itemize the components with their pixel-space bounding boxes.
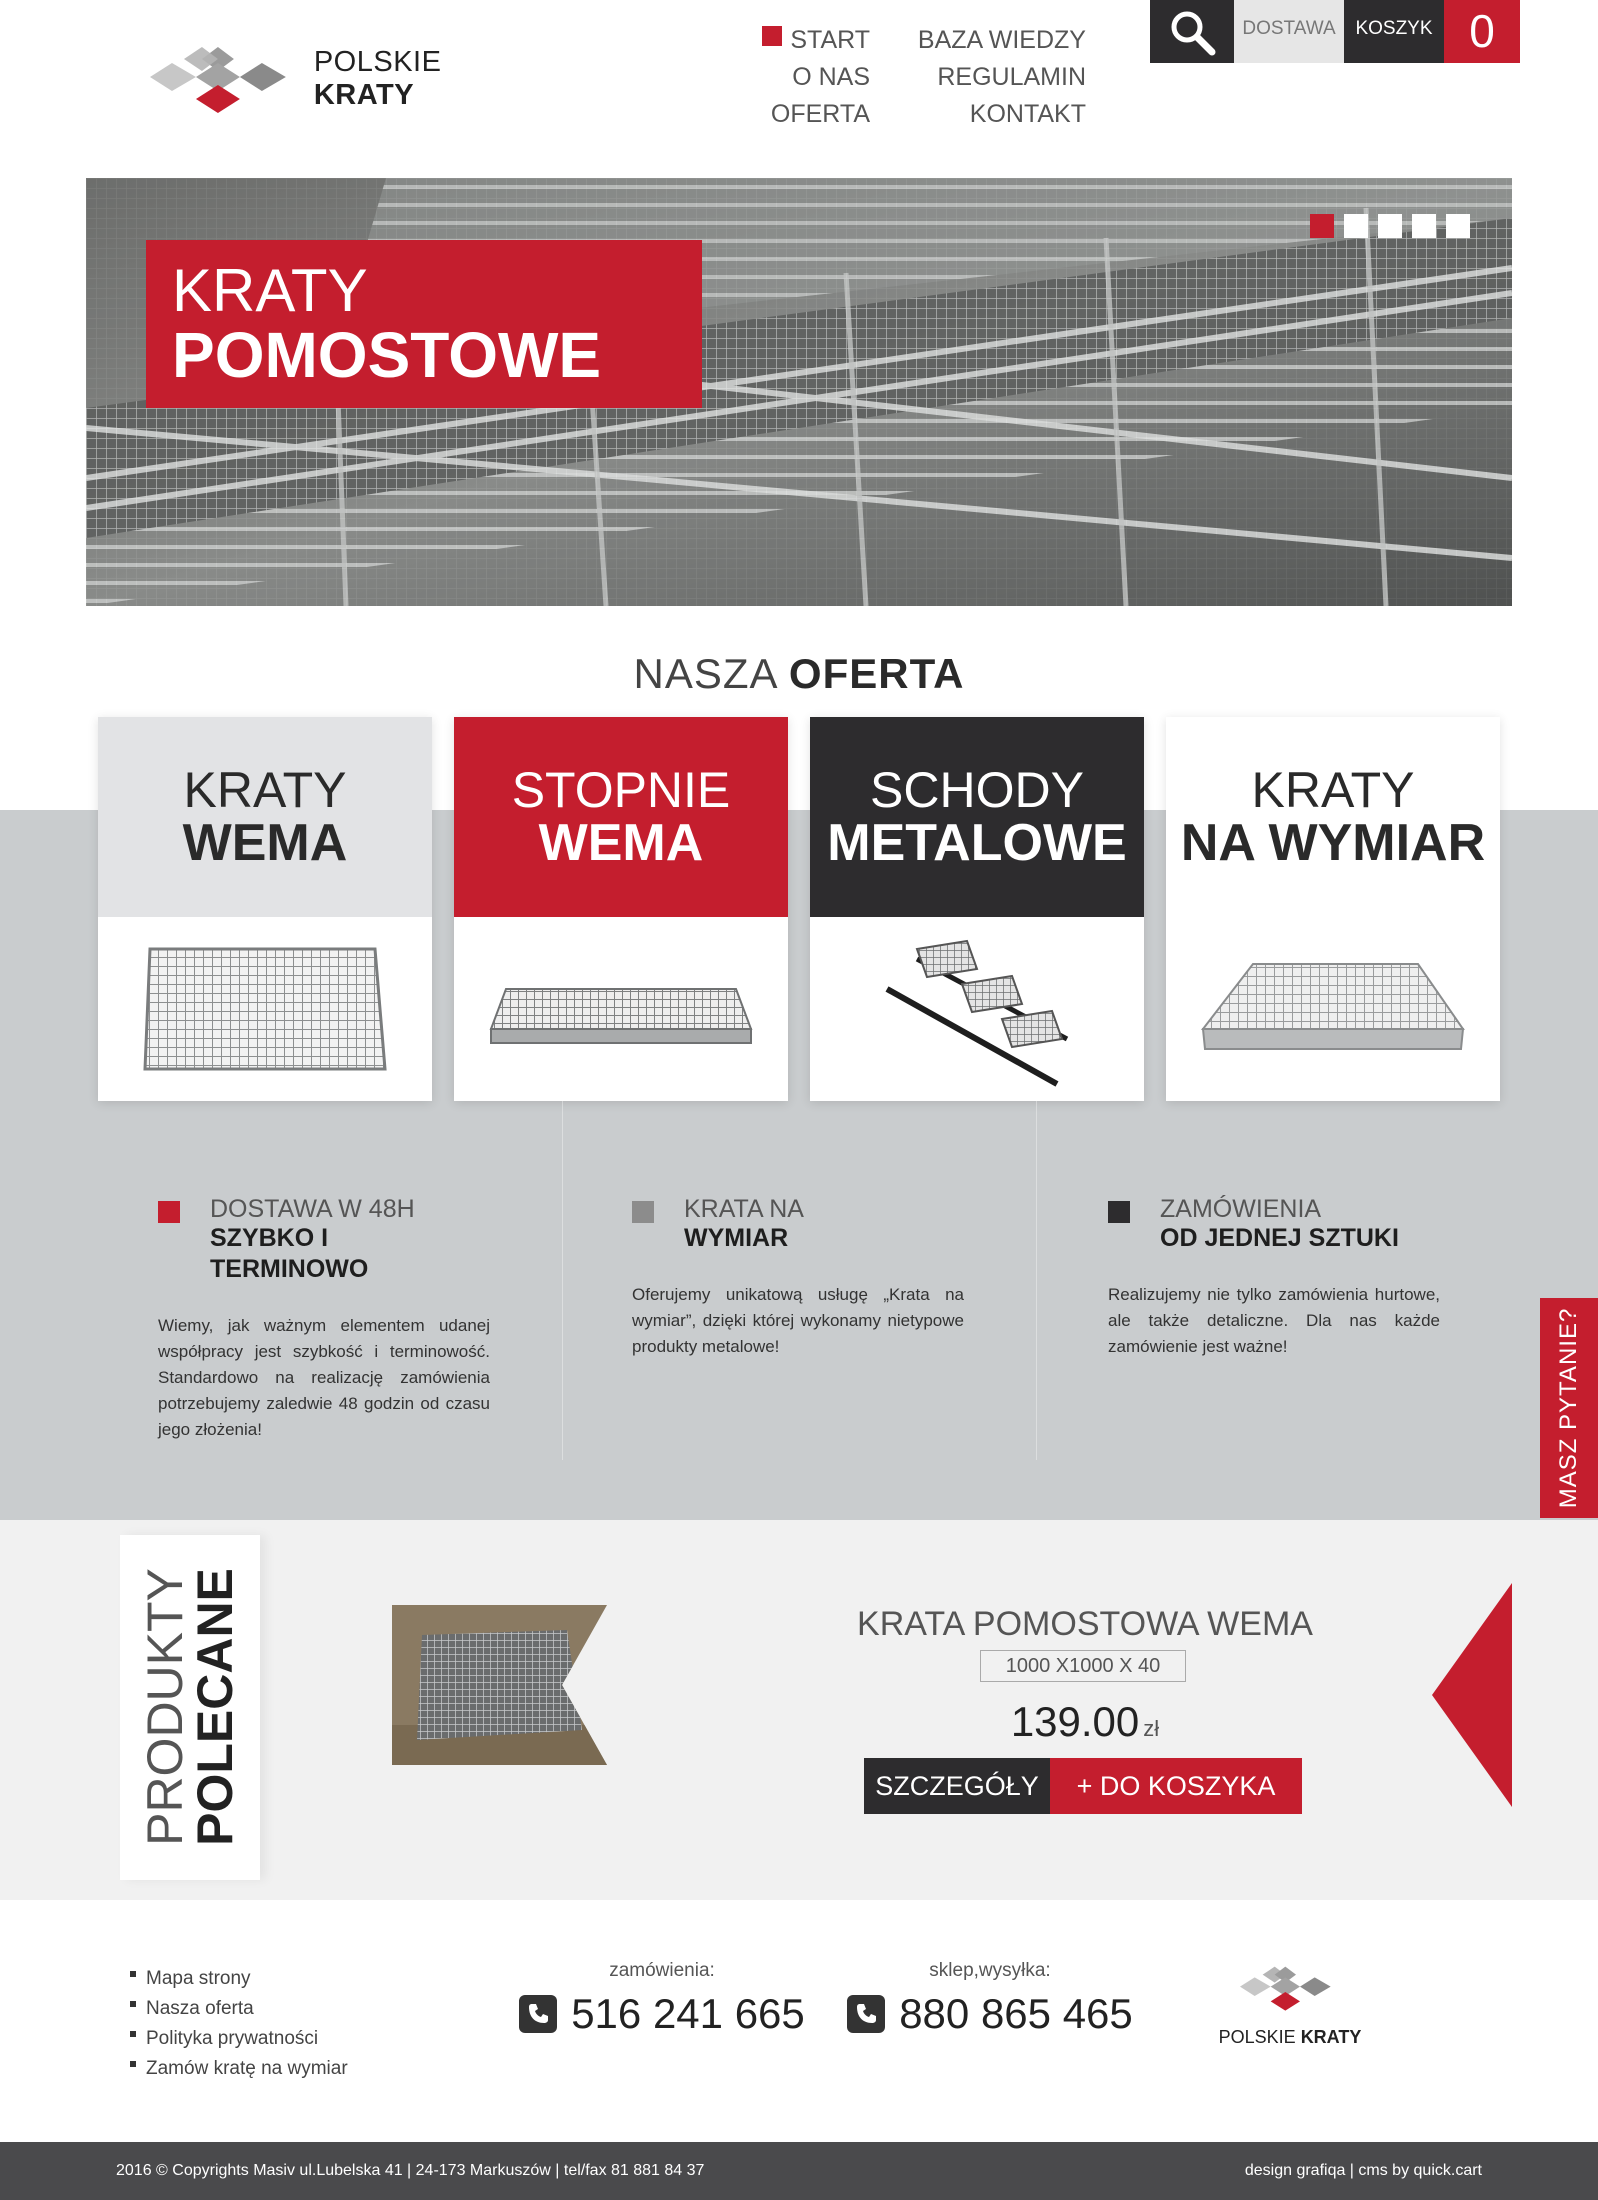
logo-text-light: POLSKIE: [313, 46, 442, 78]
card-title-bold: WEMA: [182, 814, 348, 872]
footer-logo[interactable]: [1210, 1960, 1370, 2048]
offer-card-kraty-na-wymiar[interactable]: [1166, 717, 1500, 1101]
stairs-image: [877, 929, 1077, 1089]
phone-number[interactable]: 516 241 665: [571, 1990, 805, 2037]
feature-divider: [1036, 1100, 1037, 1460]
slider-dots: [1310, 214, 1470, 238]
phone-caption: zamówienia:: [609, 1960, 715, 1981]
step-image: [486, 959, 756, 1059]
cart-count-badge[interactable]: 0: [1444, 0, 1520, 63]
offer-card-kraty-wema[interactable]: [98, 717, 432, 1101]
product-name[interactable]: KRATA POMOSTOWA WEMA: [857, 1605, 1313, 1643]
bottom-bar: [0, 2142, 1598, 2200]
footer-logo-bold: KRATY: [1300, 2027, 1362, 2047]
slider-dot-3[interactable]: [1378, 214, 1402, 238]
card-title-bold: WEMA: [538, 814, 704, 872]
details-button[interactable]: SZCZEGÓŁY: [864, 1758, 1050, 1814]
price-value: 139.00: [1010, 1698, 1140, 1745]
footer-links: [146, 1964, 348, 2084]
feature-text: Wiemy, jak ważnym elementem udanej współpracy jest szybkość i terminowość. Standardowo na realizację zamówienia potrzebujemy zaledwie 48 godzin od czasu jego złożenia!: [158, 1316, 490, 1439]
footer-link-nasza-oferta[interactable]: Nasza oferta: [146, 1994, 348, 2024]
price-currency: zł: [1143, 1716, 1160, 1741]
feature-title-a: OD JEDNEJ SZTUKI: [1160, 1224, 1399, 1252]
card-title-bold: NA WYMIAR: [1180, 814, 1486, 872]
main-nav-col2: [900, 22, 1086, 133]
grating-image: [140, 939, 390, 1079]
logo-mark: [1240, 1960, 1340, 2016]
offer-card-stopnie-wema[interactable]: [454, 717, 788, 1101]
nav-oferta[interactable]: OFERTA: [770, 100, 870, 128]
slider-dot-4[interactable]: [1412, 214, 1436, 238]
slider-dot-5[interactable]: [1446, 214, 1470, 238]
offer-title: [0, 650, 1598, 698]
custom-grating-image: [1193, 949, 1473, 1069]
feature-title-a: WYMIAR: [684, 1224, 789, 1252]
offer-title-light: NASZA: [633, 650, 777, 697]
recommended-product-image[interactable]: [392, 1605, 607, 1765]
phone-number[interactable]: 880 865 465: [899, 1990, 1133, 2037]
feature-subtitle: DOSTAWA W 48H: [210, 1195, 415, 1223]
recommended-title-light: PRODUKTY: [137, 1568, 193, 1846]
phone-caption: sklep,wysyłka:: [929, 1960, 1051, 1981]
ask-question-tab[interactable]: [1540, 1298, 1598, 1518]
main-nav-col1: [760, 22, 870, 133]
credits-link[interactable]: design grafiqa | cms by quick.cart: [1244, 2162, 1482, 2179]
footer-link-polityka[interactable]: Polityka prywatności: [146, 2024, 348, 2054]
square-grey-icon: [632, 1201, 654, 1223]
footer-link-mapa-strony[interactable]: Mapa strony: [146, 1964, 348, 1994]
footer-link-krata-na-wymiar[interactable]: Zamów kratę na wymiar: [146, 2054, 348, 2084]
feature-subtitle: KRATA NA: [684, 1195, 804, 1223]
phone-shop: [840, 1960, 1140, 2038]
card-title-light: KRATY: [1251, 762, 1415, 818]
square-dark-icon: [1108, 1201, 1130, 1223]
hero-line1: KRATY: [172, 257, 368, 324]
offer-title-bold: OFERTA: [788, 650, 965, 697]
slider-dot-1[interactable]: [1310, 214, 1334, 238]
search-button[interactable]: [1150, 0, 1234, 63]
recommended-heading: [120, 1535, 260, 1880]
feature-zamowienia: [1108, 1195, 1440, 1360]
nav-o-nas[interactable]: O NAS: [792, 63, 870, 91]
card-title-light: KRATY: [183, 762, 347, 818]
product-dimensions: 1000 X1000 X 40: [980, 1650, 1186, 1682]
prev-arrow-icon[interactable]: [1432, 1583, 1512, 1807]
feature-divider: [562, 1100, 563, 1460]
dostawa-button[interactable]: DOSTAWA: [1234, 0, 1344, 63]
card-title-bold: METALOWE: [827, 814, 1127, 872]
feature-text: Oferujemy unikatową usługę „Krata na wymiar”, dzięki której wykonamy nietypowe produkty metalowe!: [632, 1285, 964, 1356]
nav-start[interactable]: START: [760, 22, 870, 59]
slider-dot-2[interactable]: [1344, 214, 1368, 238]
feature-title-b: TERMINOWO: [210, 1255, 369, 1283]
logo[interactable]: [150, 34, 550, 124]
hero-caption: [146, 240, 702, 408]
feature-text: Realizujemy nie tylko zamówienia hurtowe, ale także detaliczne. Dla nas każde zamówienie jest ważne!: [1108, 1285, 1440, 1356]
ask-question-label: MASZ PYTANIE?: [1555, 1307, 1582, 1509]
feature-dostawa: [158, 1195, 490, 1443]
product-price: [800, 1698, 1370, 1746]
footer-logo-light: POLSKIE: [1218, 2027, 1296, 2047]
copyright-text: 2016 © Copyrights Masiv ul.Lubelska 41 | 24-173 Markuszów | tel/fax 81 881 84 37: [116, 2162, 705, 2179]
nav-baza-wiedzy[interactable]: BAZA WIEDZY: [917, 26, 1086, 54]
search-icon: [1168, 8, 1216, 56]
feature-krata-na-wymiar: [632, 1195, 964, 1360]
feature-title-a: SZYBKO I: [210, 1224, 329, 1252]
hero-line2: POMOSTOWE: [172, 319, 602, 391]
logo-mark: [150, 37, 300, 121]
nav-regulamin[interactable]: REGULAMIN: [937, 63, 1086, 91]
square-red-icon: [158, 1201, 180, 1223]
card-title-light: SCHODY: [870, 762, 1084, 818]
nav-kontakt[interactable]: KONTAKT: [969, 100, 1086, 128]
header-tools: [1150, 0, 1520, 63]
recommended-title-bold: POLECANE: [187, 1568, 243, 1846]
logo-text-bold: KRATY: [313, 79, 415, 111]
offer-card-schody-metalowe[interactable]: [810, 717, 1144, 1101]
feature-subtitle: ZAMÓWIENIA: [1160, 1195, 1322, 1223]
phone-icon: [519, 1995, 557, 2033]
add-to-cart-button[interactable]: + DO KOSZYKA: [1050, 1758, 1302, 1814]
koszyk-button[interactable]: KOSZYK: [1344, 0, 1444, 63]
phone-orders: [512, 1960, 812, 2038]
card-title-light: STOPNIE: [511, 762, 731, 818]
phone-icon: [847, 1995, 885, 2033]
